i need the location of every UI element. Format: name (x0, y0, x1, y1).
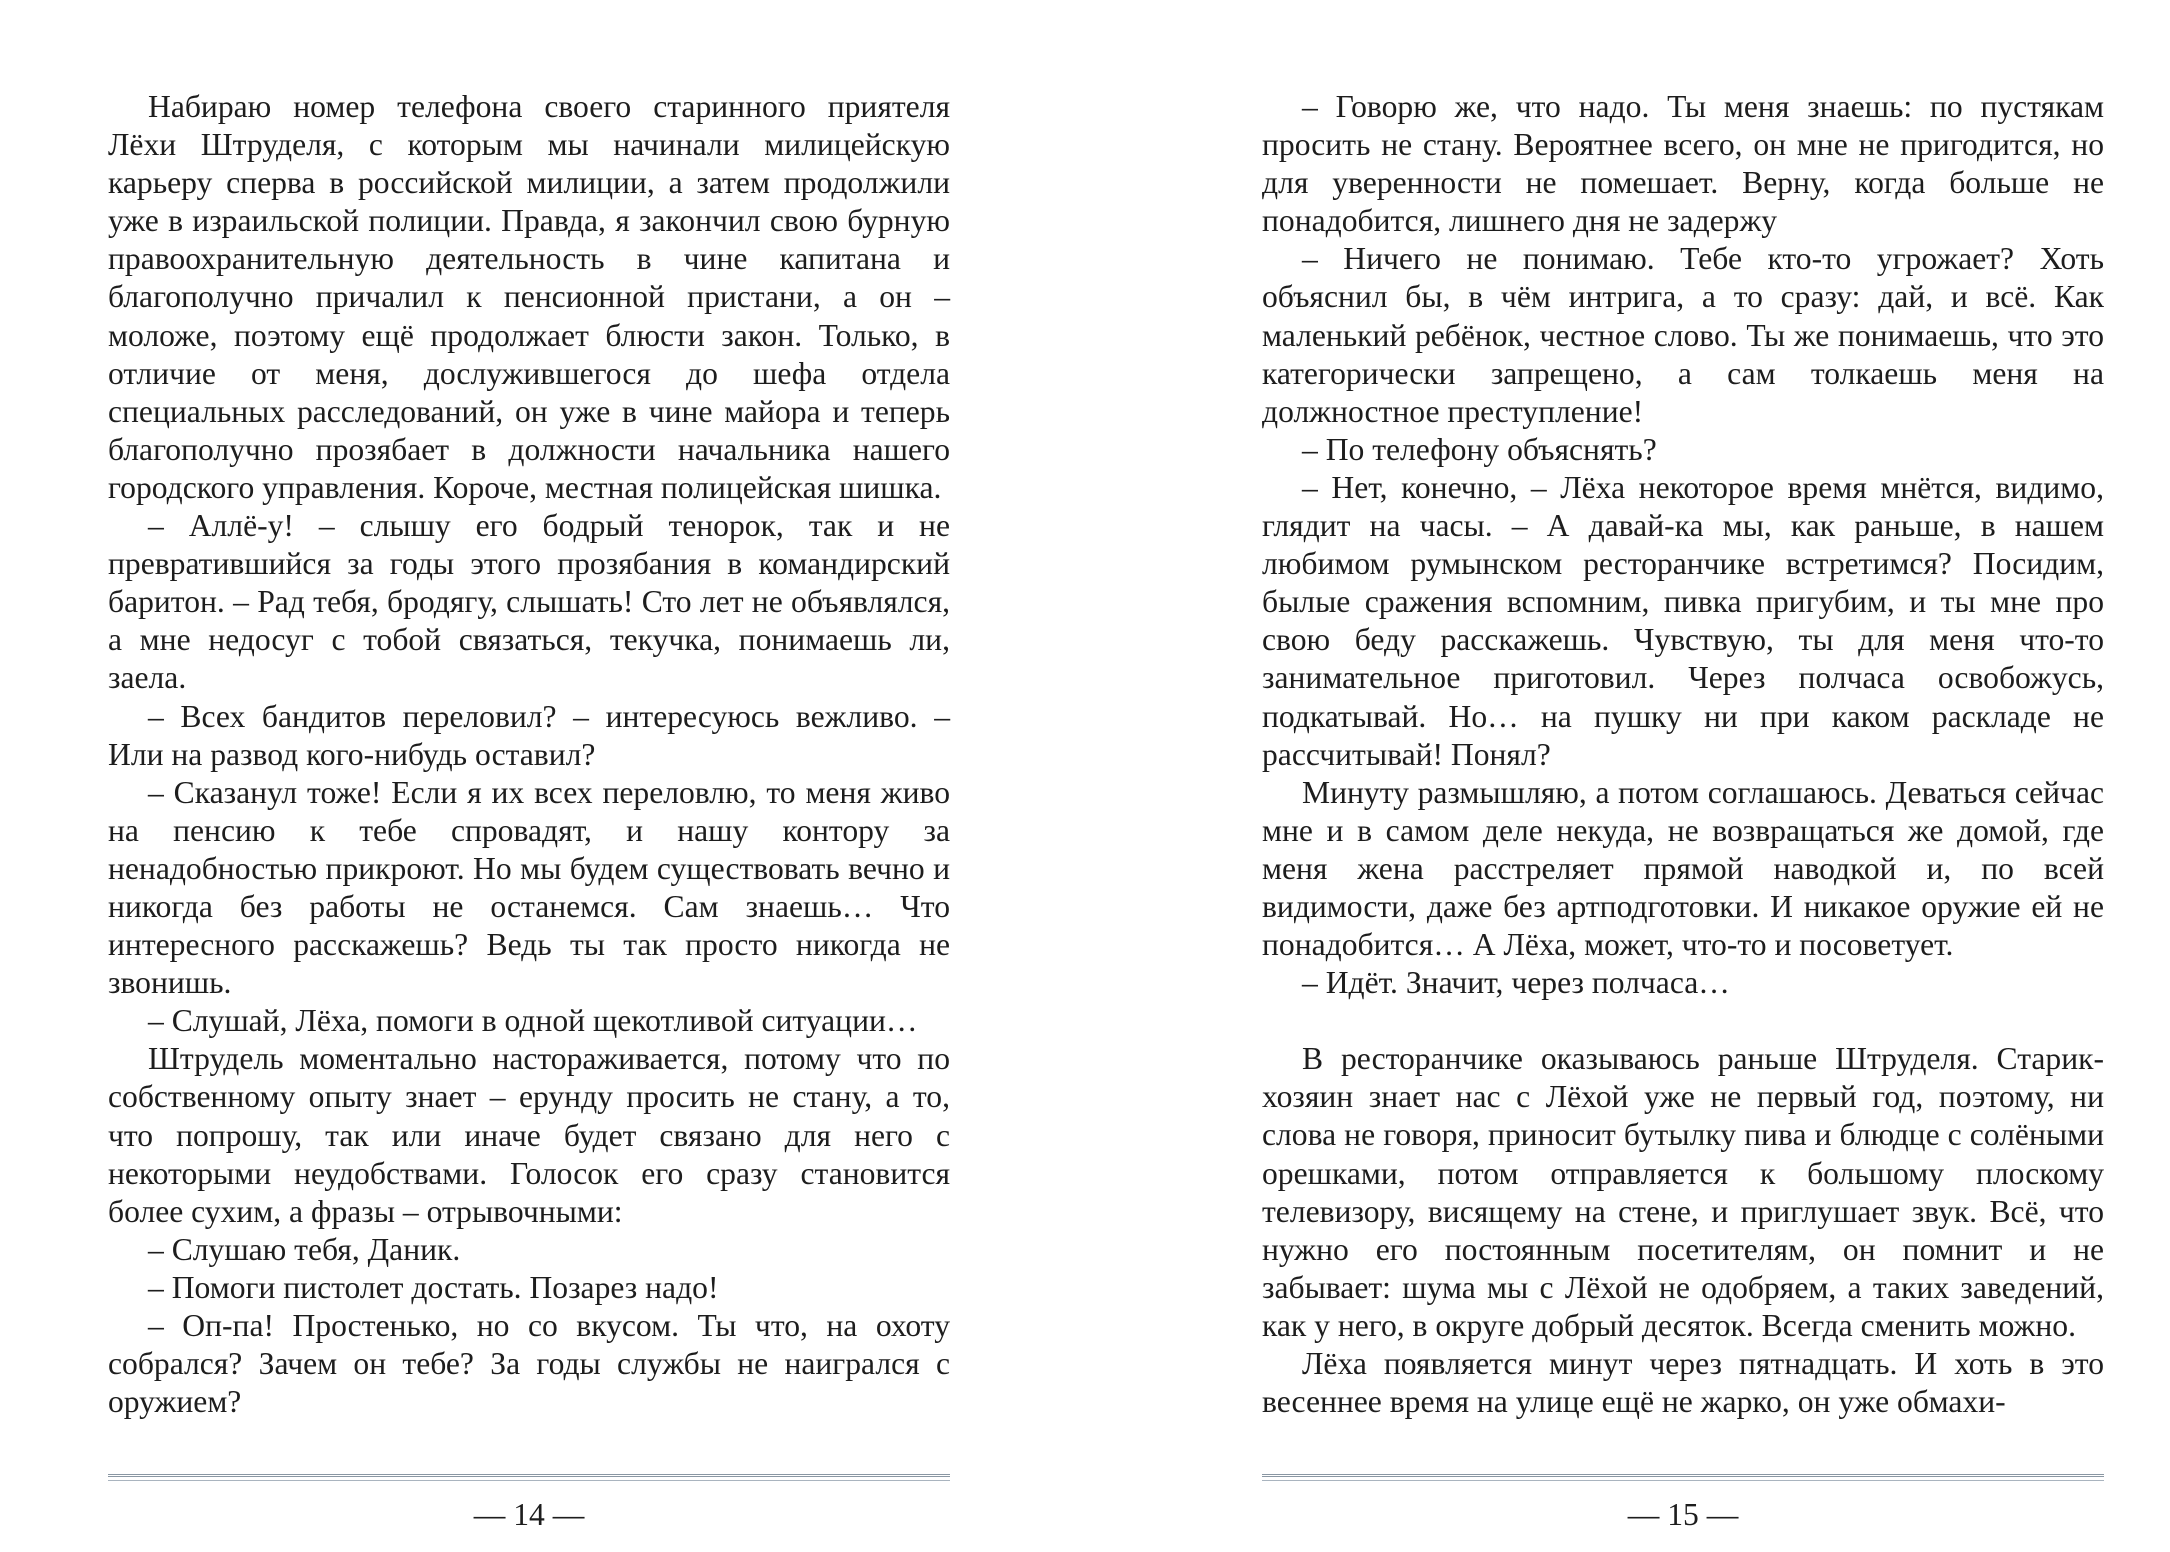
page-number: — 15 — (1627, 1497, 1739, 1532)
paragraph: – Сказанул тоже! Если я их всех переловлю, то меня живо на пенсию к тебе спровадят, и нашу контору за ненадобностью прикроют. Но мы будем существовать вечно и никогда без работы не останемся. Сам знаешь… Что интересного расскажешь? Ведь ты так просто никогда не звонишь. (108, 774, 950, 1001)
footer-rule (108, 1474, 950, 1481)
paragraph: Лёха появляется минут через пятнадцать. И хоть в это весеннее время на улице ещё не жарко, он уже обмахи- (1262, 1346, 2104, 1420)
paragraph: – Помоги пистолет достать. Позарез надо! (148, 1269, 719, 1305)
paragraph: – Слушай, Лёха, помоги в одной щекотливой ситуации… (148, 1003, 918, 1039)
paragraph: – Идёт. Значит, через полчаса… (1302, 965, 1730, 1001)
paragraph: – По телефону объяснять? (1302, 431, 1657, 467)
paragraph: – Нет, конечно, – Лёха некоторое время мнётся, видимо, глядит на часы. – А давай-ка мы, как раньше, в нашем любимом румынском ресторанчике встретимся? Посидим, былые сражения вспомним, пивка пригубим, и ты мне про свою беду расскажешь. Чувствую, ты для меня что-то занимательное приготовил. Через полчаса освобожусь, подкатывай. Но… на пушку ни при каком раскладе не рассчитывай! Понял? (1262, 469, 2104, 772)
paragraph: – Говорю же, что надо. Ты меня знаешь: по пустякам просить не стану. Вероятнее всего, он мне не пригодится, но для уверенности не помешает. Верну, когда больше не понадобится, лишнего дня не задержу (1262, 89, 2104, 239)
left-page-text (108, 88, 950, 1421)
paragraph: Штрудель моментально настораживается, потому что по собственному опыту знает – ерунду просить не стану, а то, что попрошу, так или иначе будет связано для него с некоторыми неудобствами. Голосок его сразу становится более сухим, а фразы – отрывочными: (108, 1041, 950, 1229)
right-page-text (1262, 88, 2104, 1421)
footer-rule (1262, 1474, 2104, 1481)
paragraph: – Аллё-у! – слышу его бодрый тенорок, так и не превратившийся за годы этого прозябания в командирский баритон. – Рад тебя, бродягу, слышать! Сто лет не объявлялся, а мне недосуг с тобой связаться, текучка, понимаешь ли, заела. (108, 508, 950, 696)
paragraph: Набираю номер телефона своего старинного приятеля Лёхи Штруделя, с которым мы начинали милицейскую карьеру сперва в российской милиции, а затем продолжили уже в израильской полиции. Правда, я закончил свою бурную правоохранительную деятельность в чине капитана и благополучно причалил к пенсионной пристани, а он – моложе, поэтому ещё продолжает блюсти закон. Только, в отличие от меня, дослужившегося до шефа отдела специальных расследований, он уже в чине майора и теперь благополучно прозябает в должности начальника нашего городского управления. Короче, местная полицейская шишка. (108, 89, 950, 505)
paragraph: – Оп-па! Простенько, но со вкусом. Ты что, на охоту собрался? Зачем он тебе? За годы службы не наигрался с оружием? (108, 1308, 950, 1420)
paragraph: Минуту размышляю, а потом соглашаюсь. Деваться сейчас мне и в самом деле некуда, не возвращаться же домой, где меня жена расстреляет прямой наводкой и, по всей видимости, даже без артподготовки. И никакое оружие ей не понадобится… А Лёха, может, что-то и посоветует. (1262, 774, 2104, 963)
paragraph: – Ничего не понимаю. Тебе кто-то угрожает? Хоть объяснил бы, в чём интрига, а то сразу: дай, и всё. Как маленький ребёнок, честное слово. Ты же понимаешь, что это категорически запрещено, а сам толкаешь меня на должностное преступление! (1262, 241, 2104, 429)
page-number: — 14 — (473, 1497, 585, 1532)
paragraph: В ресторанчике оказываюсь раньше Штруделя. Старик-хозяин знает нас с Лёхой уже не первый год, поэтому, ни слова не говоря, приносит бутылку пива и блюдце с солёными орешками, потом отправляется к большому плоскому телевизору, висящему на стене, и приглушает звук. Всё, что нужно его постоянным посетителям, он помнит и не забывает: шума мы с Лёхой не одобряем, а таких заведений, как у него, в округе добрый десяток. Всегда сменить можно. (1262, 1041, 2104, 1343)
paragraph: – Слушаю тебя, Даник. (148, 1231, 461, 1267)
paragraph: – Всех бандитов переловил? – интересуюсь вежливо. – Или на развод кого-нибудь оставил? (108, 698, 950, 772)
